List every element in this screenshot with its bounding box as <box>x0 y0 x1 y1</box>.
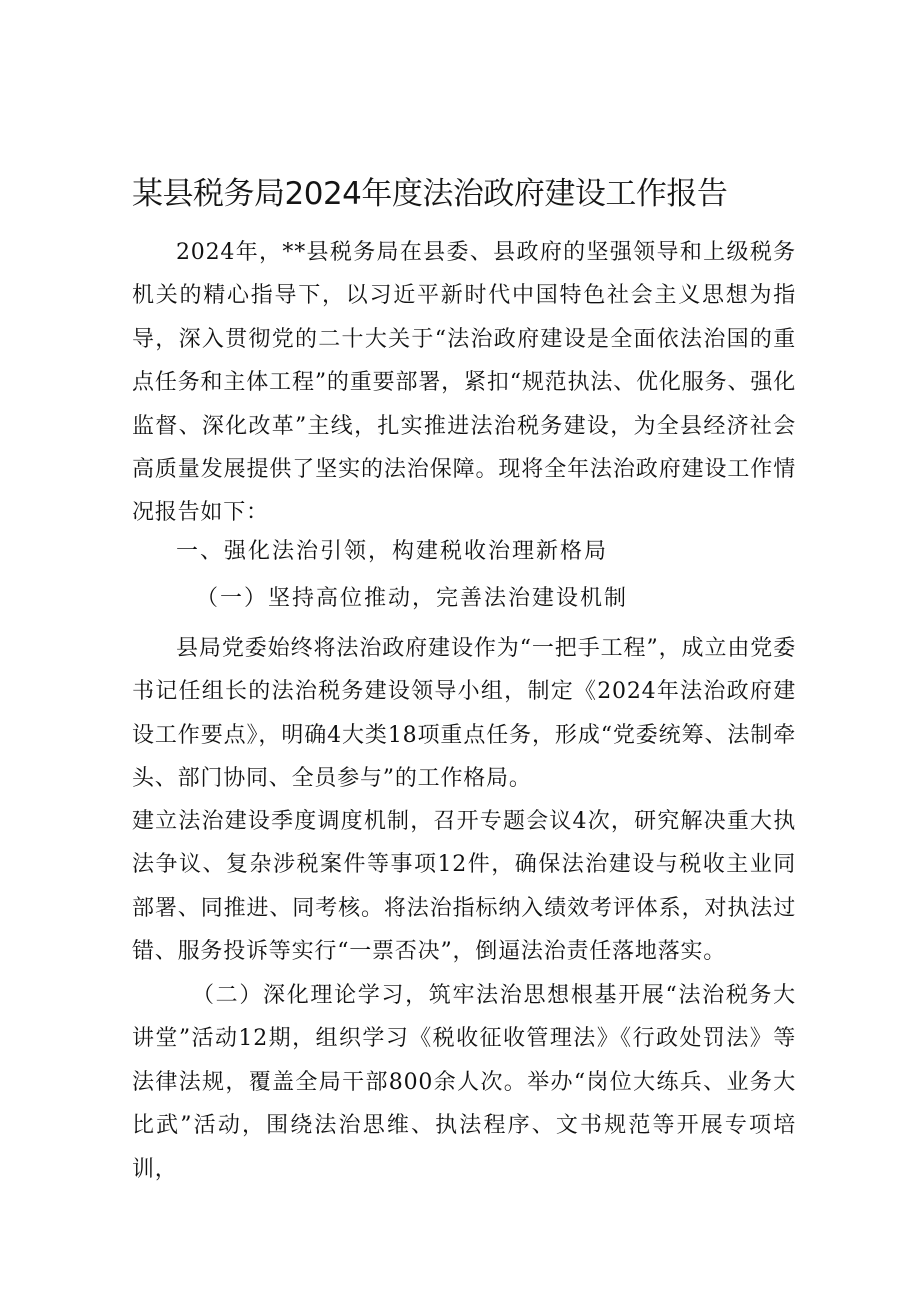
section-1-heading: 一、强化法治引领，构建税收治理新格局 <box>176 539 609 564</box>
subsection-1-paragraph-2: 建立法治建设季度调度机制，召开专题会议4次，研究解决重大执法争议、复杂涉税案件等事项12件，确保法治建设与税收主业同部署、同推进、同考核。将法治指标纳入绩效考评体系，对执法过错、服务投诉等实行“一票否决”，倒逼法治责任落地落实。 <box>132 809 796 965</box>
document-title: 某县税务局2024年度法治政府建设工作报告 <box>132 176 728 212</box>
intro-paragraph: 2024年，**县税务局在县委、县政府的坚强领导和上级税务机关的精心指导下，以习近平新时代中国特色社会主义思想为指导，深入贯彻党的二十大关于“法治政府建设是全面依法治国的重点任务和主体工程”的重要部署，紧扣“规范执法、优化服务、强化监督、深化改革”主线，扎实推进法治税务建设，为全县经济社会高质量发展提供了坚实的法治保障。现将全年法治政府建设工作情况报告如下： <box>132 240 796 526</box>
subsection-2-paragraph: （二）深化理论学习，筑牢法治思想根基开展“法治税务大讲堂”活动12期，组织学习《税收征收管理法》《行政处罚法》等法律法规，覆盖全局干部800余人次。举办“岗位大练兵、业务大比武”活动，围绕法治思维、执法程序、文书规范等开展专项培训， <box>132 983 796 1182</box>
subsection-1-heading: （一）坚持高位推动，完善法治建设机制 <box>196 586 629 611</box>
subsection-1-paragraph-1: 县局党委始终将法治政府建设作为“一把手工程”，成立由党委书记任组长的法治税务建设领导小组，制定《2024年法治政府建设工作要点》，明确4大类18项重点任务，形成“党委统筹、法制牵头、部门协同、全员参与”的工作格局。 <box>132 636 796 792</box>
